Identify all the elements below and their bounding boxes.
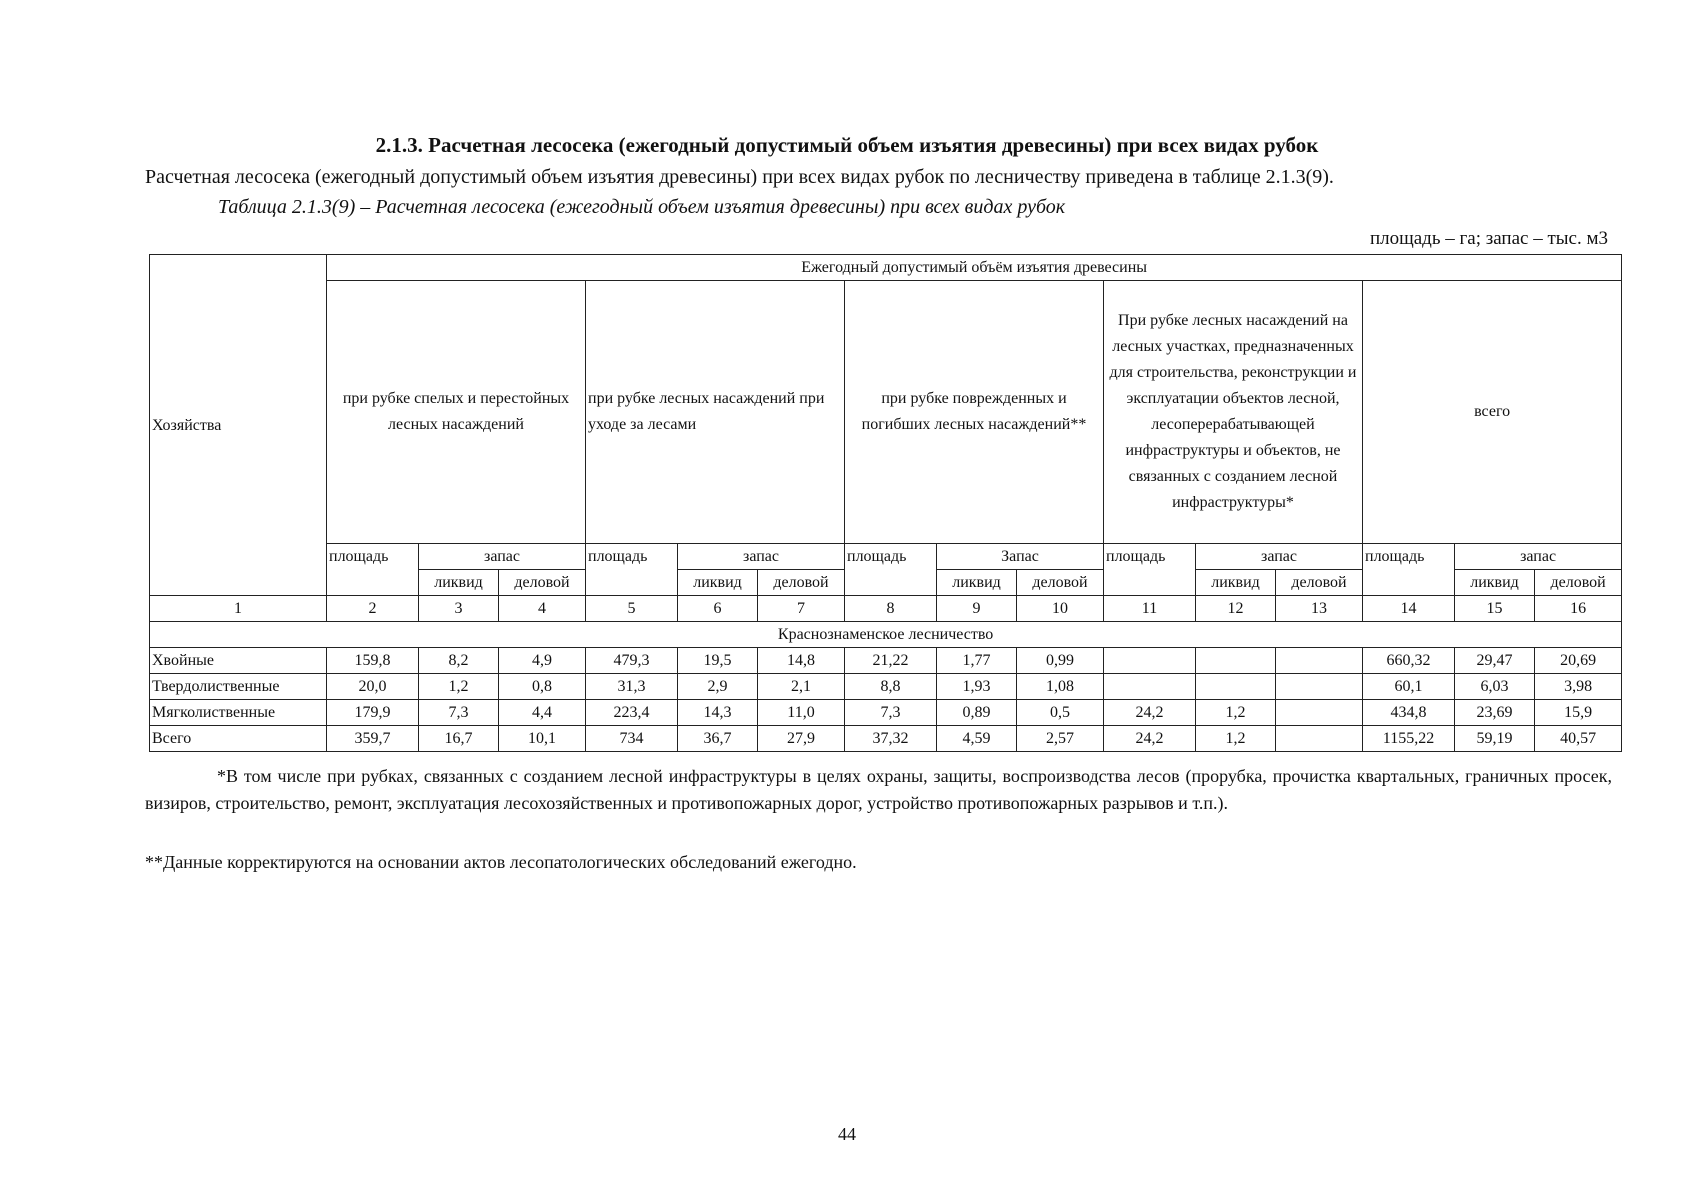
area-header: площадь <box>586 544 678 596</box>
table-cell <box>1104 648 1196 674</box>
footnote-damaged: **Данные корректируются на основании актов лесопатологических обследований ежегодно. <box>145 852 857 872</box>
table-cell: 40,57 <box>1535 726 1622 752</box>
stock-header: запас <box>1455 544 1622 570</box>
table-cell: 20,69 <box>1535 648 1622 674</box>
column-number: 7 <box>758 596 845 622</box>
column-number: 13 <box>1276 596 1363 622</box>
liquid-header: ликвид <box>1196 570 1276 596</box>
table-cell: 36,7 <box>678 726 758 752</box>
row-name: Твердолиственные <box>150 674 327 700</box>
table-cell: 59,19 <box>1455 726 1535 752</box>
table-row <box>150 700 1622 726</box>
table-cell: 8,2 <box>419 648 499 674</box>
table-cell: 37,32 <box>845 726 937 752</box>
table-cell: 434,8 <box>1363 700 1455 726</box>
column-number: 10 <box>1017 596 1104 622</box>
table-cell: 2,57 <box>1017 726 1104 752</box>
table-cell: 179,9 <box>327 700 419 726</box>
area-header: площадь <box>845 544 937 596</box>
liquid-header: ликвид <box>678 570 758 596</box>
group-header-mature: при рубке спелых и перестойных лесных насаждений <box>327 281 586 544</box>
table-cell: 7,3 <box>845 700 937 726</box>
stock-header: Запас <box>937 544 1104 570</box>
table-cell: 11,0 <box>758 700 845 726</box>
table-cell: 15,9 <box>1535 700 1622 726</box>
intro-text: Расчетная лесосека (ежегодный допустимый объем изъятия древесины) при всех видах рубок по лесничеству приведена в таблице 2.1.3(9). <box>145 166 1334 188</box>
business-header: деловой <box>1535 570 1622 596</box>
table-cell <box>1104 674 1196 700</box>
column-number: 6 <box>678 596 758 622</box>
column-number: 14 <box>1363 596 1455 622</box>
table-cell <box>1276 648 1363 674</box>
table-cell: 24,2 <box>1104 700 1196 726</box>
table-cell: 4,59 <box>937 726 1017 752</box>
table-cell: 14,3 <box>678 700 758 726</box>
column-number: 12 <box>1196 596 1276 622</box>
table-cell: 223,4 <box>586 700 678 726</box>
column-number: 8 <box>845 596 937 622</box>
table-cell: 10,1 <box>499 726 586 752</box>
table-cell <box>1276 674 1363 700</box>
table-cell: 3,98 <box>1535 674 1622 700</box>
group-header-construction: При рубке лесных насаждений на лесных участках, предназначенных для строительства, реконструкции и эксплуатации объектов лесной, лесоперерабатывающей инфраструктуры и объектов, не связанных с созданием лесной инфраструктуры* <box>1104 281 1363 544</box>
table-cell: 1155,22 <box>1363 726 1455 752</box>
area-header: площадь <box>1104 544 1196 596</box>
forestry-name: Краснознаменское лесничество <box>150 622 1622 648</box>
column-number: 4 <box>499 596 586 622</box>
table-cell: 8,8 <box>845 674 937 700</box>
table-cell: 4,9 <box>499 648 586 674</box>
area-header: площадь <box>1363 544 1455 596</box>
group-header-care: при рубке лесных насаждений при уходе за лесами <box>586 281 845 544</box>
business-header: деловой <box>1276 570 1363 596</box>
business-header: деловой <box>1017 570 1104 596</box>
units-note: площадь – га; запас – тыс. м3 <box>1369 228 1608 249</box>
table-cell: 1,2 <box>419 674 499 700</box>
table-caption: Таблица 2.1.3(9) – Расчетная лесосека (ежегодный объем изъятия древесины) при всех видах рубок <box>218 196 1066 218</box>
table-cell: 359,7 <box>327 726 419 752</box>
column-number: 15 <box>1455 596 1535 622</box>
business-header: деловой <box>499 570 586 596</box>
table-cell: 734 <box>586 726 678 752</box>
table-cell <box>1196 648 1276 674</box>
table-cell: 21,22 <box>845 648 937 674</box>
table-cell: 6,03 <box>1455 674 1535 700</box>
liquid-header: ликвид <box>937 570 1017 596</box>
area-header: площадь <box>327 544 419 596</box>
table-cell: 29,47 <box>1455 648 1535 674</box>
farm-header: Хозяйства <box>150 255 327 596</box>
table-row <box>150 648 1622 674</box>
table-row <box>150 726 1622 752</box>
table-cell: 660,32 <box>1363 648 1455 674</box>
table-cell: 19,5 <box>678 648 758 674</box>
row-name: Хвойные <box>150 648 327 674</box>
table-cell: 16,7 <box>419 726 499 752</box>
table-cell: 4,4 <box>499 700 586 726</box>
table-cell: 1,93 <box>937 674 1017 700</box>
table-cell <box>1276 726 1363 752</box>
group-header-total: всего <box>1363 281 1622 544</box>
business-header: деловой <box>758 570 845 596</box>
table-cell <box>1196 674 1276 700</box>
page-number: 44 <box>838 1124 856 1144</box>
table-cell: 0,89 <box>937 700 1017 726</box>
column-number-row <box>150 596 1622 622</box>
column-number: 11 <box>1104 596 1196 622</box>
column-number: 1 <box>150 596 327 622</box>
table-cell: 159,8 <box>327 648 419 674</box>
column-number: 5 <box>586 596 678 622</box>
table-cell: 479,3 <box>586 648 678 674</box>
table-cell: 23,69 <box>1455 700 1535 726</box>
stock-header: запас <box>1196 544 1363 570</box>
table-cell: 1,2 <box>1196 700 1276 726</box>
table-cell: 7,3 <box>419 700 499 726</box>
column-number: 2 <box>327 596 419 622</box>
table-body <box>150 648 1622 752</box>
table-cell: 1,2 <box>1196 726 1276 752</box>
stock-header: запас <box>419 544 586 570</box>
table-cell: 0,99 <box>1017 648 1104 674</box>
table-cell: 1,08 <box>1017 674 1104 700</box>
table-cell: 0,8 <box>499 674 586 700</box>
liquid-header: ликвид <box>419 570 499 596</box>
stock-header: запас <box>678 544 845 570</box>
table-cell: 1,77 <box>937 648 1017 674</box>
row-name: Мягколиственные <box>150 700 327 726</box>
table-cell: 27,9 <box>758 726 845 752</box>
footnote-infrastructure: *В том числе при рубках, связанных с созданием лесной инфраструктуры в целях охраны, защиты, воспроизводства лесов (прорубка, прочистка квартальных, граничных просек, визиров, строительство, ремонт, эксплуатация лесохозяйственных и противопожарных дорог, устройство противопожарных разрывов и т.п.). <box>145 766 1612 813</box>
column-number: 9 <box>937 596 1017 622</box>
table-cell: 2,1 <box>758 674 845 700</box>
table-cell: 2,9 <box>678 674 758 700</box>
table-cell <box>1276 700 1363 726</box>
liquid-header: ликвид <box>1455 570 1535 596</box>
table-cell: 20,0 <box>327 674 419 700</box>
table-cell: 31,3 <box>586 674 678 700</box>
column-number: 16 <box>1535 596 1622 622</box>
table-cell: 0,5 <box>1017 700 1104 726</box>
table-row <box>150 674 1622 700</box>
row-name: Всего <box>150 726 327 752</box>
section-heading: 2.1.3. Расчетная лесосека (ежегодный допустимый объем изъятия древесины) при всех видах рубок <box>375 133 1319 157</box>
main-header: Ежегодный допустимый объём изъятия древесины <box>327 255 1622 281</box>
table-cell: 14,8 <box>758 648 845 674</box>
table-cell: 24,2 <box>1104 726 1196 752</box>
group-header-damaged: при рубке поврежденных и погибших лесных насаждений** <box>845 281 1104 544</box>
allowable-cut-table <box>149 254 1622 752</box>
table-cell: 60,1 <box>1363 674 1455 700</box>
column-number: 3 <box>419 596 499 622</box>
